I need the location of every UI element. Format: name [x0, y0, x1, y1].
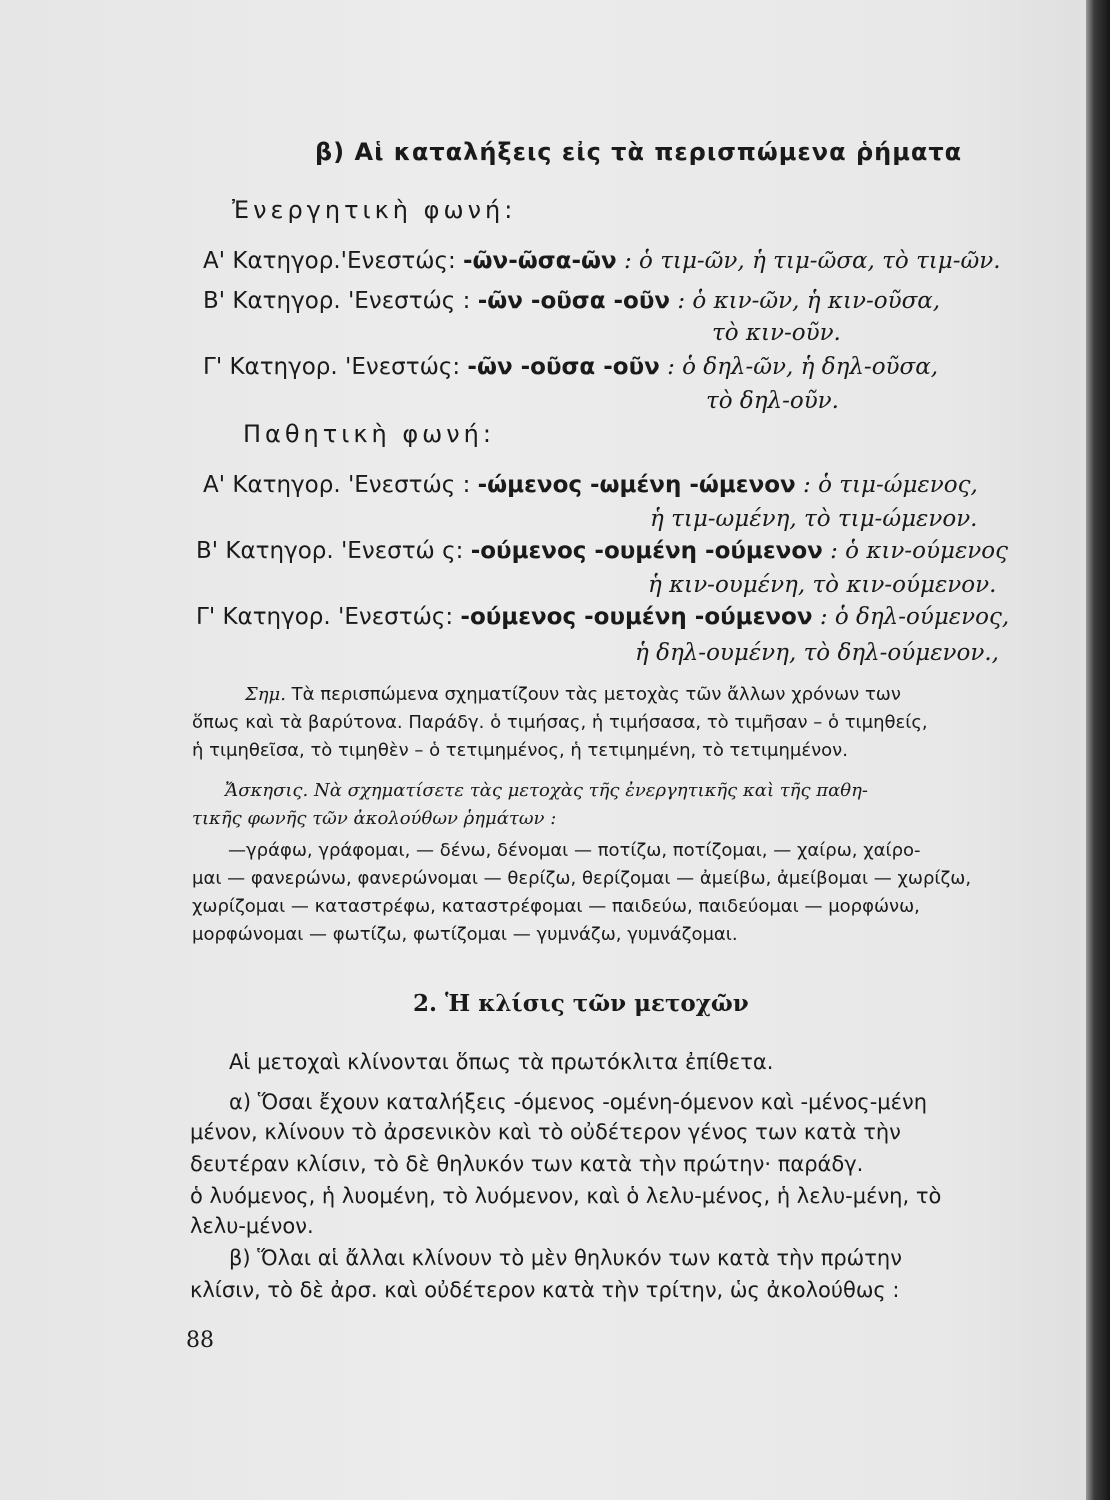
body-line-4: δευτέραν κλίσιν, τὸ δὲ θηλυκόν των κατὰ τὴν πρώτην· παράδγ. — [190, 1152, 864, 1176]
passive-voice-label: Παθητικὴ φωνή: — [243, 420, 495, 448]
exercise-verbs-2: μαι — φανερώνω, φανερώνομαι — θερίζω, θερίζομαι — ἀμείβω, ἀμείβομαι — χωρίζω, — [192, 868, 972, 889]
note-label: Σημ. — [245, 684, 286, 705]
row-endings: -ῶν -οῦσα -οῦν — [477, 288, 671, 314]
passive-row-c-cont: ἡ δηλ-ουμένη, τὸ δηλ-ούμενον., — [635, 640, 999, 666]
row-endings: -ῶν -οῦσα -οῦν — [467, 354, 660, 380]
body-line-1: Αἱ μετοχαὶ κλίνονται ὅπως τὰ πρωτόκλιτα ἐπίθετα. — [229, 1050, 774, 1074]
row-label: Γ' Κατηγορ. 'Ενεστώς: — [196, 604, 454, 630]
row-example: : ὁ δηλ-ούμενος, — [819, 604, 1010, 630]
row-endings: -ώμενος -ωμένη -ώμενον — [477, 472, 796, 498]
row-label: Α' Κατηγορ. 'Ενεστώς : — [203, 472, 471, 498]
passive-row-a — [203, 472, 978, 498]
row-label: Α' Κατηγορ.'Ενεστώς: — [203, 248, 456, 274]
passive-row-a-cont: ἡ τιμ-ωμένη, τὸ τιμ-ώμενον. — [650, 506, 978, 532]
passive-row-b — [196, 538, 1008, 564]
active-row-b — [203, 288, 940, 314]
passive-row-c — [196, 604, 1009, 630]
row-label: Β' Κατηγορ. 'Ενεστώ ς: — [196, 538, 464, 564]
note-line-2: ὅπως καὶ τὰ βαρύτονα. Παράδγ. ὁ τιμήσας, ἡ τιμήσασα, τὸ τιμῆσαν – ὁ τιμηθείς, — [192, 712, 928, 733]
exercise-verbs-1: —γράφω, γράφομαι, — δένω, δένομαι — ποτίζω, ποτίζομαι, — χαίρω, χαίρο- — [228, 840, 921, 861]
exercise-verbs-4: μορφώνομαι — φωτίζω, φωτίζομαι — γυμνάζω, γυμνάζομαι. — [192, 924, 738, 945]
active-row-c-cont: τὸ δηλ-οῦν. — [706, 388, 839, 414]
exercise-line-2: τικῆς φωνῆς τῶν ἀκολούθων ῥημάτων : — [192, 808, 557, 829]
exercise-verbs-3: χωρίζομαι — καταστρέφω, καταστρέφομαι — παιδεύω, παιδεύομαι — μορφώνω, — [192, 896, 920, 917]
body-line-7: β) Ὅλαι αἱ ἄλλαι κλίνουν τὸ μὲν θηλυκόν των κατὰ τὴν πρώτην — [229, 1246, 902, 1270]
row-endings: -ῶν-ῶσα-ῶν — [463, 248, 617, 274]
body-line-8: κλίσιν, τὸ δὲ ἀρσ. καὶ οὐδέτερον κατὰ τὴν τρίτην, ὡς ἀκολούθως : — [190, 1278, 900, 1302]
row-label: Β' Κατηγορ. 'Ενεστώς : — [203, 288, 471, 314]
active-row-a — [203, 248, 1001, 274]
row-endings: -ούμενος -ουμένη -ούμενον — [470, 538, 823, 564]
exercise-line-1: Ἄσκησις. Νὰ σχηματίσετε τὰς μετοχὰς τῆς ἐνεργητικῆς καὶ τῆς παθη- — [225, 780, 868, 801]
row-example: : ὁ δηλ-ῶν, ἡ δηλ-οῦσα, — [667, 354, 939, 380]
row-endings: -ούμενος -ουμένη -ούμενον — [460, 604, 813, 630]
body-line-3: μένον, κλίνουν τὸ ἀρσενικὸν καὶ τὸ οὐδέτερον γένος των κατὰ τὴν — [190, 1120, 901, 1144]
body-line-5: ὁ λυόμενος, ἡ λυομένη, τὸ λυόμενον, καὶ ὁ λελυ-μένος, ἡ λελυ-μένη, τὸ — [190, 1184, 942, 1208]
section-2-title: 2. Ἡ κλίσις τῶν μετοχῶν — [413, 990, 749, 1017]
row-example: : ὁ τιμ-ῶν, ἡ τιμ-ῶσα, τὸ τιμ-ῶν. — [623, 248, 1001, 274]
row-example: : ὁ κιν-ῶν, ἡ κιν-οῦσα, — [677, 288, 941, 314]
row-label: Γ' Κατηγορ. 'Ενεστώς: — [203, 354, 461, 380]
row-example: : ὁ κιν-ούμενος — [830, 538, 1009, 564]
passive-row-b-cont: ἡ κιν-ουμένη, τὸ κιν-ούμενον. — [648, 572, 997, 598]
page-number: 88 — [186, 1328, 214, 1353]
section-heading: β) Αἱ καταλήξεις εἰς τὰ περισπώμενα ῥήματα — [315, 138, 963, 166]
active-voice-label: Ἐνεργητικὴ φωνή: — [232, 196, 517, 224]
book-binding-edge — [1086, 0, 1110, 1500]
active-row-c — [203, 354, 938, 380]
body-line-6: λελυ-μένον. — [190, 1214, 314, 1238]
body-line-2: α) Ὅσαι ἔχουν καταλήξεις -όμενος -ομένη-όμενον καὶ -μένος-μένη — [229, 1090, 928, 1114]
note-line-1: Σημ. Τὰ περισπώμενα σχηματίζουν τὰς μετοχὰς τῶν ἄλλων χρόνων των — [245, 684, 901, 705]
row-example: : ὁ τιμ-ώμενος, — [803, 472, 978, 498]
note-line-3: ἡ τιμηθεῖσα, τὸ τιμηθὲν – ὁ τετιμημένος, ἡ τετιμημένη, τὸ τετιμημένον. — [192, 740, 848, 761]
active-row-b-cont: τὸ κιν-οῦν. — [712, 320, 841, 346]
